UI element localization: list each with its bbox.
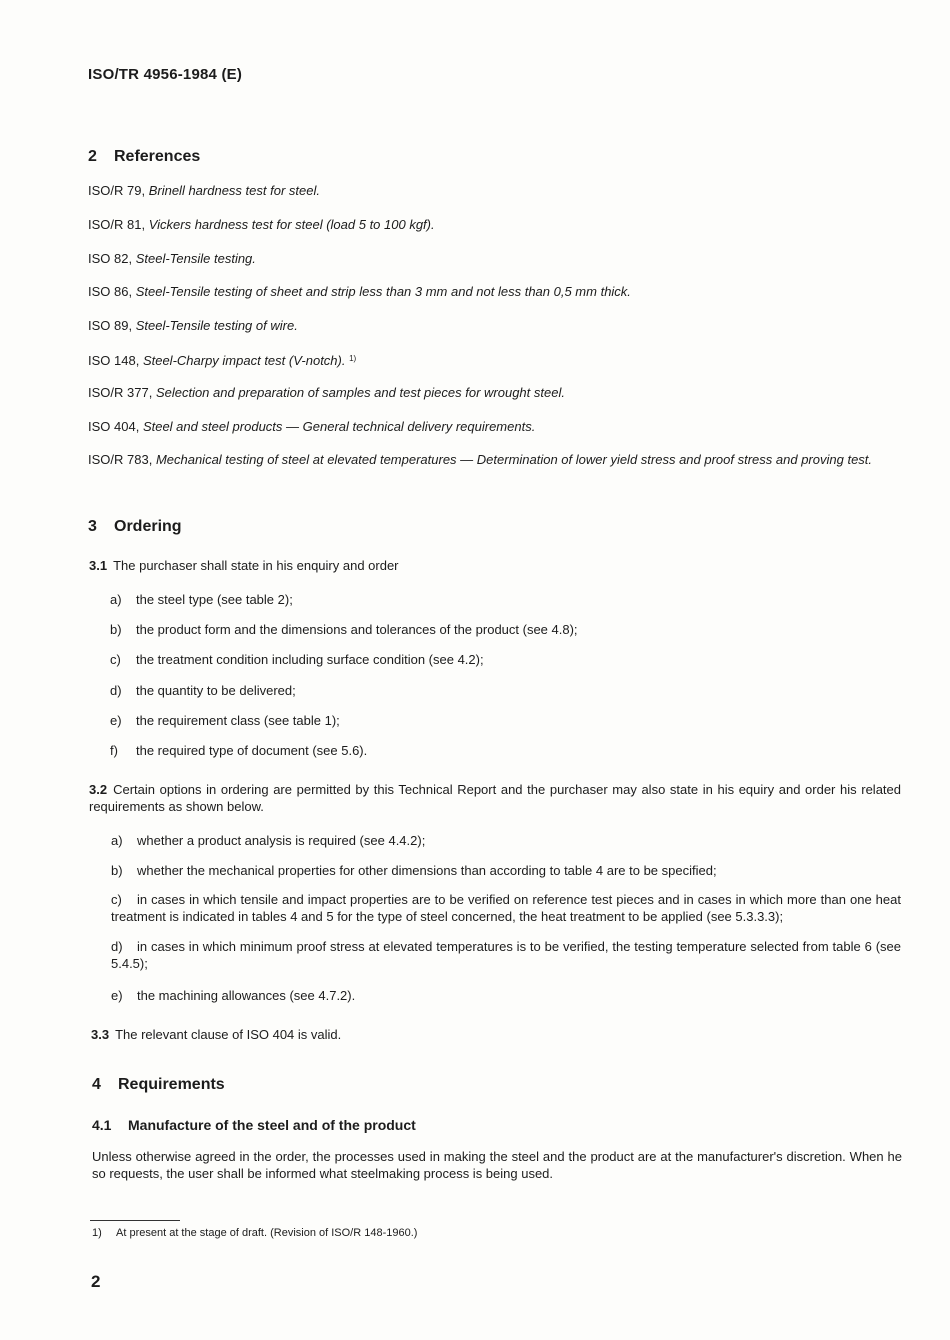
ref-title: Mechanical testing of steel at elevated temperatures — Determination of lower yield stress and proof stress and proving test. <box>155 452 873 467</box>
footnote-text: At present at the stage of draft. (Revision of ISO/R 148-1960.) <box>116 1227 418 1239</box>
ref-code: ISO 86, <box>88 284 133 299</box>
clause-number: 3.2 <box>89 782 108 797</box>
footnote-mark: 1) <box>92 1227 102 1239</box>
document-id: ISO/TR 4956-1984 (E) <box>88 66 243 83</box>
reference-item <box>88 250 900 267</box>
ref-title: Vickers hardness test for steel (load 5 to 100 kgf). <box>148 217 435 232</box>
section-number: 4 <box>92 1076 101 1093</box>
clause-3-3 <box>91 1026 903 1043</box>
list-text: whether a product analysis is required (see 4.4.2); <box>137 833 426 848</box>
list-marker: c) <box>110 652 121 667</box>
list-item <box>110 712 900 729</box>
clause-4-1-text: Unless otherwise agreed in the order, the processes used in making the steel and the product are at the manufacturer's discretion. When he so requests, the user shall be informed what steelmaking process is being used. <box>92 1149 902 1181</box>
list-text: the machining allowances (see 4.7.2). <box>137 988 356 1003</box>
list-item <box>110 621 900 638</box>
ref-title: Steel-Tensile testing of sheet and strip less than 3 mm and not less than 0,5 mm thick. <box>135 284 631 299</box>
list-text: the quantity to be delivered; <box>136 683 296 698</box>
list-text: the product form and the dimensions and tolerances of the product (see 4.8); <box>136 622 578 637</box>
ref-code: ISO/R 783, <box>88 452 153 467</box>
section-4-heading <box>92 1076 225 1094</box>
list-marker: b) <box>110 622 122 637</box>
list-marker: f) <box>110 743 118 758</box>
list-text: the requirement class (see table 1); <box>136 713 340 728</box>
ref-code: ISO/R 377, <box>88 385 153 400</box>
list-marker: b) <box>111 863 123 878</box>
list-item <box>111 891 901 925</box>
list-item <box>111 862 901 879</box>
subsection-number: 4.1 <box>92 1117 112 1133</box>
clause-text: The purchaser shall state in his enquiry and order <box>113 558 399 573</box>
subsection-4-1-heading <box>92 1117 416 1133</box>
ref-code: ISO 148, <box>88 353 140 368</box>
list-text: the required type of document (see 5.6). <box>136 743 368 758</box>
list-marker: d) <box>111 939 123 954</box>
ref-code: ISO/R 79, <box>88 183 146 198</box>
list-text: in cases in which minimum proof stress at elevated temperatures is to be verified, the testing temperature selected from table 6 (see 5.4.5); <box>111 939 901 971</box>
section-3-heading <box>88 518 182 536</box>
clause-number: 3.1 <box>89 558 108 573</box>
clause-3-2 <box>89 781 901 815</box>
list-item <box>111 832 901 849</box>
list-item <box>110 651 900 668</box>
section-title: References <box>114 148 201 165</box>
ref-code: ISO/R 81, <box>88 217 146 232</box>
list-text: in cases in which tensile and impact properties are to be verified on reference test pieces and in cases in which more than one heat treatment is indicated in tables 4 and 5 for the type of steel concerned, the heat treatment to be applied (see 5.3.3.3); <box>111 892 901 924</box>
section-number: 2 <box>88 148 97 165</box>
reference-item <box>88 451 900 468</box>
list-marker: d) <box>110 683 122 698</box>
reference-item <box>88 216 900 233</box>
ref-code: ISO 82, <box>88 251 133 266</box>
list-item <box>110 742 900 759</box>
list-marker: e) <box>110 713 122 728</box>
ref-title: Selection and preparation of samples and test pieces for wrought steel. <box>155 385 565 400</box>
list-item <box>110 682 900 699</box>
footnote <box>92 1227 417 1239</box>
clause-text: Certain options in ordering are permitted by this Technical Report and the purchaser may also state in his equiry and order his related requirements as shown below. <box>89 782 901 814</box>
ref-title: Steel-Tensile testing of wire. <box>135 318 298 333</box>
list-text: the steel type (see table 2); <box>136 592 293 607</box>
reference-item <box>88 350 900 369</box>
list-marker: a) <box>111 833 123 848</box>
list-item <box>111 938 901 972</box>
reference-item <box>88 283 900 300</box>
ref-code: ISO 404, <box>88 419 140 434</box>
reference-item <box>88 418 900 435</box>
ref-title: Steel-Tensile testing. <box>135 251 256 266</box>
ref-title: Steel and steel products — General technical delivery requirements. <box>142 419 536 434</box>
clause-number: 3.3 <box>91 1027 110 1042</box>
section-title: Ordering <box>114 518 182 535</box>
ref-title: Steel-Charpy impact test (V-notch). <box>142 353 346 368</box>
clause-3-1 <box>89 557 901 574</box>
list-text: whether the mechanical properties for other dimensions than according to table 4 are to be specified; <box>137 863 717 878</box>
reference-item <box>88 317 900 334</box>
ref-code: ISO 89, <box>88 318 133 333</box>
list-marker: c) <box>111 892 122 907</box>
clause-text: The relevant clause of ISO 404 is valid. <box>115 1027 342 1042</box>
section-2-heading <box>88 148 200 166</box>
section-number: 3 <box>88 518 97 535</box>
reference-item <box>88 384 900 401</box>
list-marker: e) <box>111 988 123 1003</box>
footnote-divider <box>90 1220 180 1221</box>
list-item <box>111 987 901 1004</box>
list-marker: a) <box>110 592 122 607</box>
list-text: the treatment condition including surface condition (see 4.2); <box>136 652 484 667</box>
page-number: 2 <box>91 1272 101 1291</box>
list-item <box>110 591 900 608</box>
section-title: Requirements <box>118 1076 225 1093</box>
reference-item <box>88 182 900 199</box>
subsection-title: Manufacture of the steel and of the product <box>128 1117 416 1133</box>
ref-title: Brinell hardness test for steel. <box>148 183 320 198</box>
footnote-marker: 1) <box>349 354 357 363</box>
